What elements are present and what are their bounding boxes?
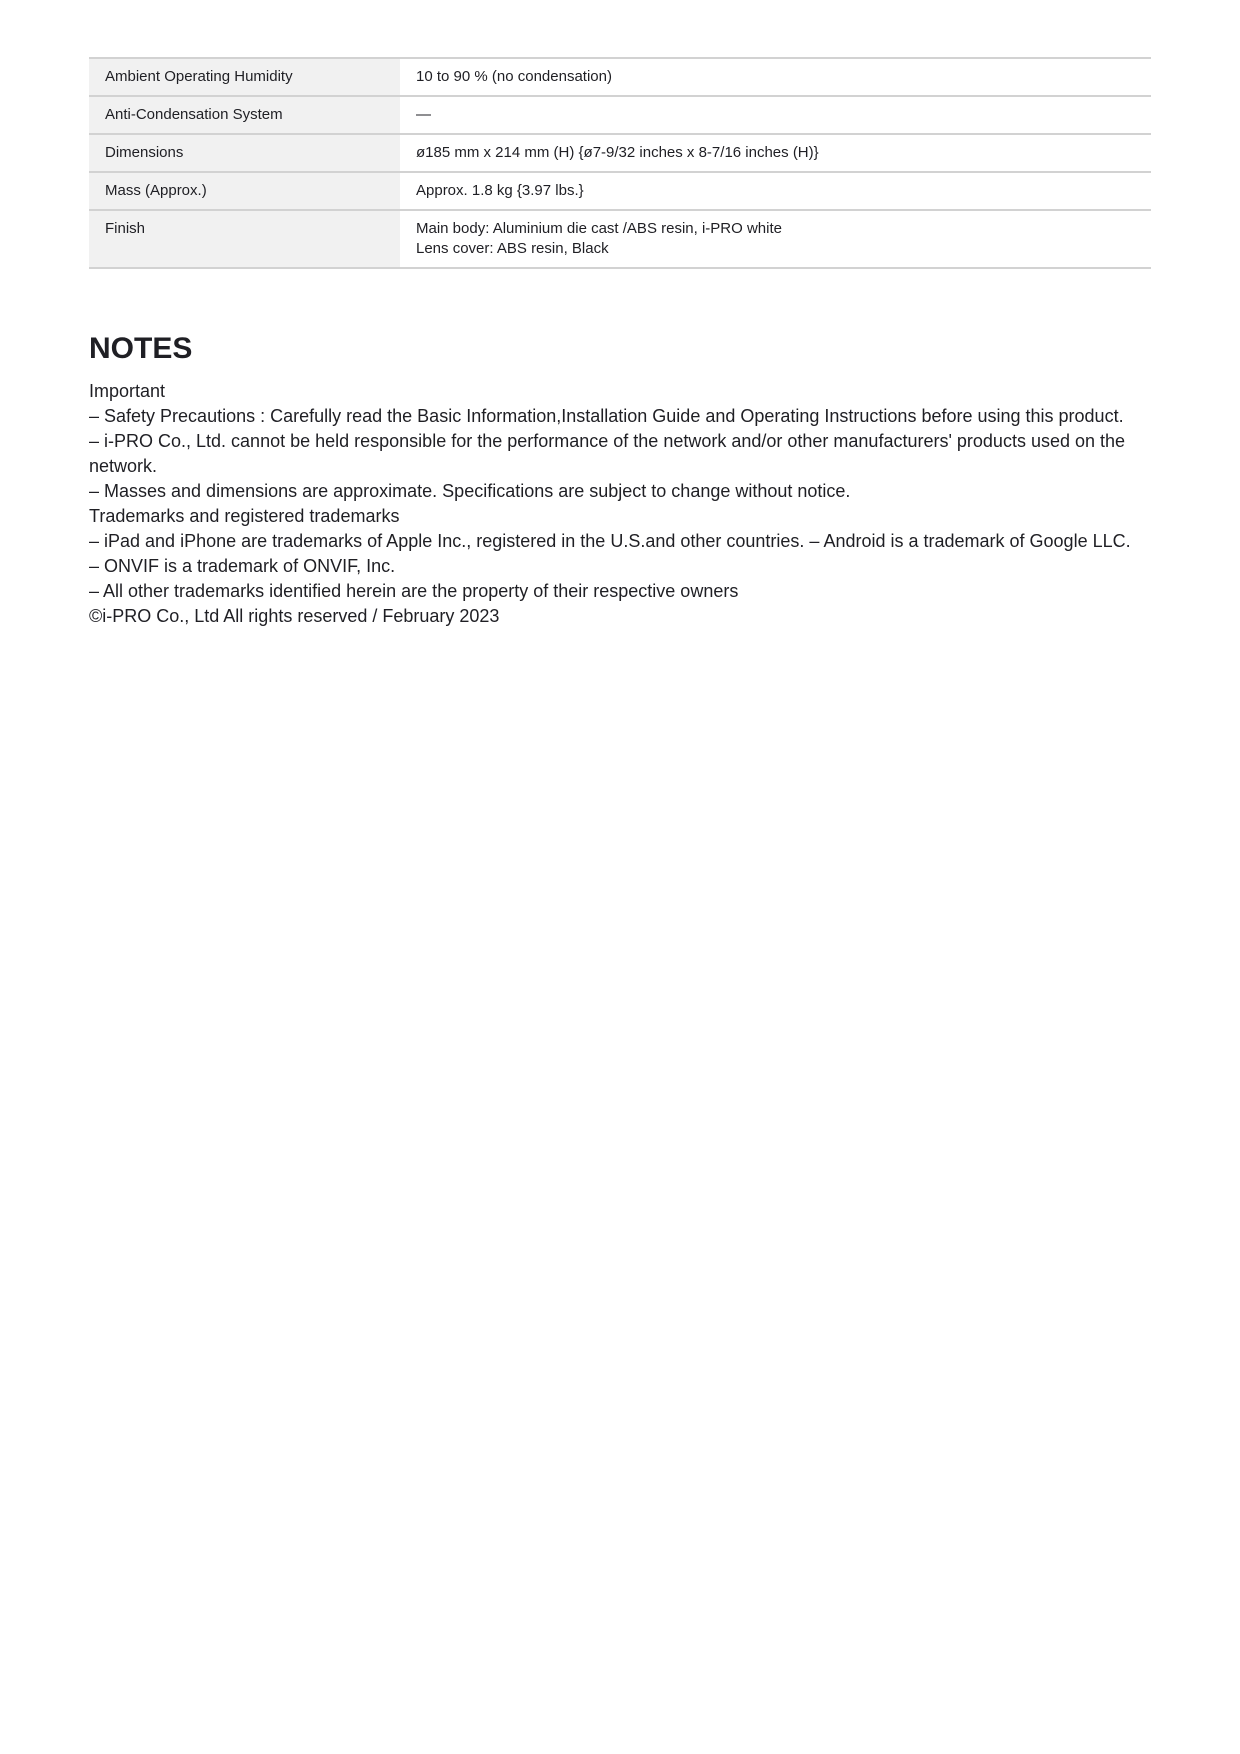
spec-value-line: ø185 mm x 214 mm (H) {ø7-9/32 inches x 8-7/16 inches (H)}	[416, 144, 819, 161]
spec-row-ambient-operating-humidity	[89, 58, 1151, 96]
spec-value-line: Lens cover: ABS resin, Black	[416, 240, 609, 257]
spec-value-line: Main body: Aluminium die cast /ABS resin, i-PRO white	[416, 220, 782, 237]
spec-value	[400, 172, 1151, 210]
document-page	[89, 57, 1151, 629]
spec-value	[400, 134, 1151, 172]
notes-line-onvif: – ONVIF is a trademark of ONVIF, Inc.	[89, 556, 396, 576]
spec-value-line: 10 to 90 % (no condensation)	[416, 68, 612, 85]
spec-label: Dimensions	[89, 134, 400, 172]
notes-line-apple-google: – iPad and iPhone are trademarks of Apple Inc., registered in the U.S.and other countries. – Android is a trademark of Google LLC.	[89, 531, 1131, 551]
notes-line-masses-dimensions: – Masses and dimensions are approximate. Specifications are subject to change without notice.	[89, 481, 851, 501]
spec-value	[400, 58, 1151, 96]
spec-row-dimensions	[89, 134, 1151, 172]
notes-line-safety-precautions: – Safety Precautions : Carefully read the Basic Information,Installation Guide and Operating Instructions before using this product.	[89, 406, 1124, 426]
spec-value	[400, 210, 1151, 268]
spec-label: Finish	[89, 210, 400, 268]
notes-line-copyright: ©i-PRO Co., Ltd All rights reserved / February 2023	[89, 606, 500, 626]
specification-table	[89, 57, 1151, 269]
spec-label: Mass (Approx.)	[89, 172, 400, 210]
notes-line-trademarks-heading: Trademarks and registered trademarks	[89, 506, 400, 526]
spec-value	[400, 96, 1151, 134]
notes-heading: NOTES	[89, 332, 193, 365]
spec-row-finish	[89, 210, 1151, 268]
spec-row-anti-condensation-system	[89, 96, 1151, 134]
notes-line-important: Important	[89, 381, 166, 401]
spec-label: Ambient Operating Humidity	[89, 58, 400, 96]
spec-value-line: —	[416, 106, 431, 123]
spec-row-mass	[89, 172, 1151, 210]
notes-body	[89, 379, 1151, 629]
notes-line-network-disclaimer: – i-PRO Co., Ltd. cannot be held responsible for the performance of the network and/or other manufacturers' products used on the network.	[89, 431, 1126, 476]
spec-value-line: Approx. 1.8 kg {3.97 lbs.}	[416, 182, 584, 199]
notes-line-other-trademarks: – All other trademarks identified herein are the property of their respective owners	[89, 581, 739, 601]
spec-label: Anti-Condensation System	[89, 96, 400, 134]
